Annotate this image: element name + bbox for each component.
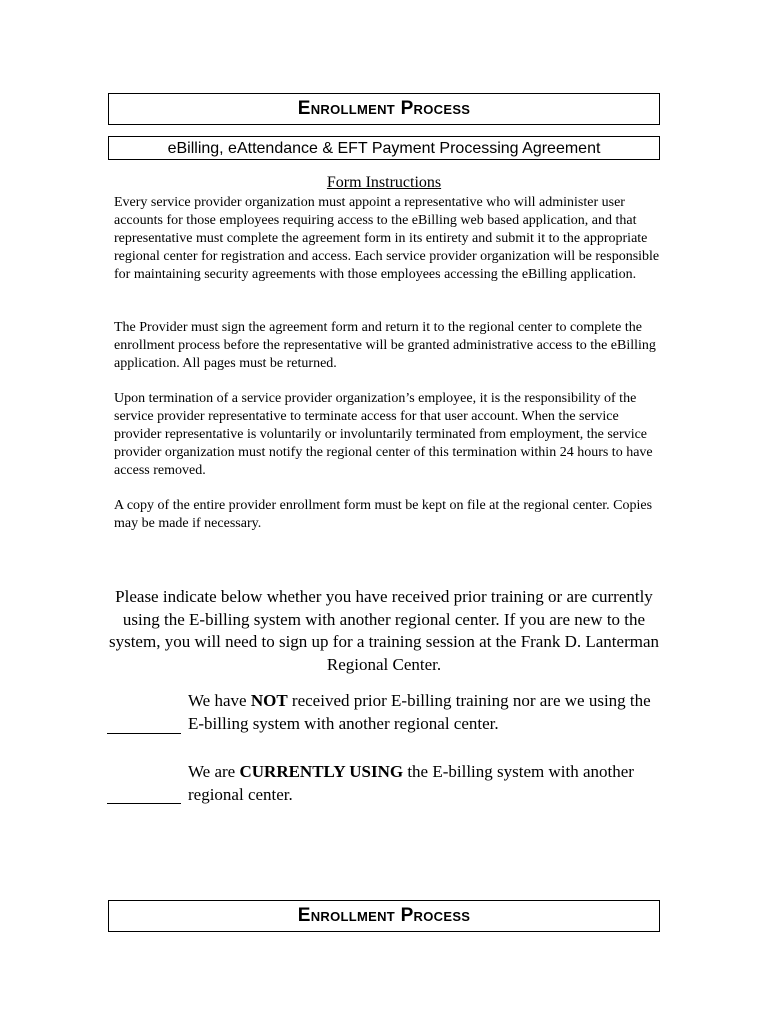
instruction-paragraph-1: Every service provider organization must appoint a representative who will administer user accounts for those employees requiring access to the eBilling web based application, and that representative must complete the agreement form in its entirety and submit it to the appropriate regional center for registration and access. Each service provider organization will be responsible for maintaining security agreements with those employees accessing the eBilling application.	[114, 195, 660, 282]
form-instructions-heading: Form Instructions	[326, 174, 442, 191]
option-currently-using	[188, 761, 668, 806]
enrollment-process-header	[108, 93, 660, 125]
instruction-paragraph-2: The Provider must sign the agreement form and return it to the regional center to complete the enrollment process before the representative will be granted administrative access to the eBilling application. All pages must be returned.	[114, 320, 656, 371]
option2-bold: CURRENTLY USING	[239, 762, 404, 781]
option-not-trained	[188, 690, 668, 735]
training-prompt: Please indicate below whether you have received prior training or are currently using the E-billing system with another regional center. If you are new to the system, you will need to sign up for a training session at the Frank D. Lanterman Regional Center.	[108, 587, 660, 674]
option1-bold: NOT	[250, 691, 288, 710]
enrollment-process-footer	[108, 900, 660, 932]
option2-pre: We are	[188, 762, 240, 781]
option1-post: received prior E-billing training nor are we using the E-billing system with another regional center.	[188, 691, 651, 733]
option1-pre: We have	[188, 691, 251, 710]
option2-post: the E-billing system with another regional center.	[188, 762, 634, 804]
instruction-paragraph-3: Upon termination of a service provider organization’s employee, it is the responsibility of the service provider representative to terminate access for that user account. When the service provider representative is voluntarily or involuntarily terminated from employment, the service provider organization must notify the regional center of this termination within 24 hours to have access removed.	[114, 391, 653, 478]
agreement-title-box	[108, 136, 660, 160]
footer-title: Enrollment Process	[297, 905, 471, 926]
instruction-paragraph-4: A copy of the entire provider enrollment form must be kept on file at the regional center. Copies may be made if necessary.	[114, 498, 653, 531]
header-title: Enrollment Process	[297, 98, 471, 119]
blank-line-currently-using[interactable]	[107, 803, 181, 804]
agreement-title: eBilling, eAttendance & EFT Payment Processing Agreement	[167, 140, 601, 157]
blank-line-not-trained[interactable]	[107, 733, 181, 734]
